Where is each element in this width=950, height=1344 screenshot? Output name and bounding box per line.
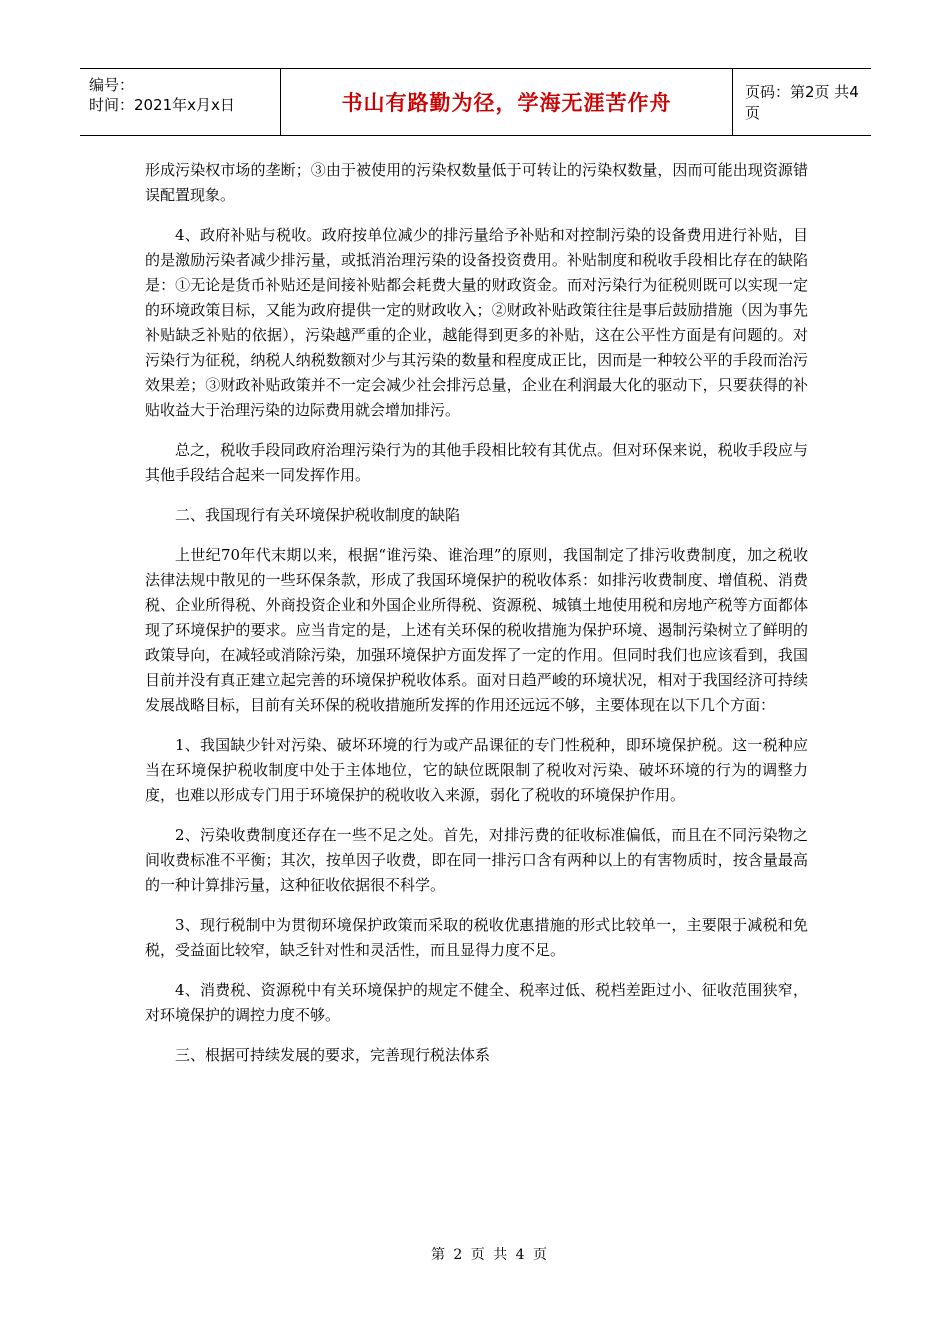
header-meta <box>80 69 281 135</box>
header-motto: 书山有路勤为径，学海无涯苦作舟 <box>281 69 733 135</box>
header-page-info: 页码：第2页 共4页 <box>745 83 859 122</box>
document-body <box>145 158 808 1083</box>
page-footer <box>0 1244 950 1264</box>
document-header <box>80 68 871 136</box>
paragraph: 2、污染收费制度还存在一些不足之处。首先，对排污费的征收标准偏低，而且在不同污染物之间收费标准不平衡；其次，按单因子收费，即在同一排污口含有两种以上的有害物质时，按含量最高的一种计算排污量，这种征收依据很不科学。 <box>145 826 808 894</box>
footer-page-number: 第 2 页 共 4 页 <box>430 1247 550 1263</box>
paragraph: 上世纪70年代末期以来，根据“谁污染、谁治理”的原则，我国制定了排污收费制度，加之税收法律法规中散见的一些环保条款，形成了我国环境保护的税收体系：如排污收费制度、增值税、消费税、企业所得税、外商投资企业和外国企业所得税、资源税、城镇土地使用税和房地产税等方面都体现了环境保护的要求。应当肯定的是，上述有关环保的税收措施为保护环境、遏制污染树立了鲜明的政策导向，在减轻或消除污染，加强环境保护方面发挥了一定的作用。但同时我们也应该看到，我国目前并没有真正建立起完善的环境保护税收体系。面对日趋严峻的环境状况，相对于我国经济可持续发展战略目标，目前有关环保的税收措施所发挥的作用还远远不够，主要体现在以下几个方面： <box>145 546 808 714</box>
document-time-label: 时间：2021年x月x日 <box>89 96 235 114</box>
paragraph: 4、政府补贴与税收。政府按单位减少的排污量给予补贴和对控制污染的设备费用进行补贴，目的是激励污染者减少排污量，或抵消治理污染的设备投资费用。补贴制度和税收手段相比存在的缺陷是：①无论是货币补贴还是间接补贴都会耗费大量的财政资金。而对污染行为征税则既可以实现一定的环境政策目标，又能为政府提供一定的财政收入；②财政补贴政策往往是事后鼓励措施（因为事先补贴缺乏补贴的依据），污染越严重的企业，越能得到更多的补贴，这在公平性方面是有问题的。对污染行为征税，纳税人纳税数额对少与其污染的数量和程度成正比，因而是一种较公平的手段而治污效果差；③财政补贴政策并不一定会减少社会排污总量，企业在利润最大化的驱动下，只要获得的补贴收益大于治理污染的边际费用就会增加排污。 <box>145 226 808 419</box>
paragraph: 形成污染权市场的垄断；③由于被使用的污染权数量低于可转让的污染权数量，因而可能出现资源错误配置现象。 <box>145 161 808 204</box>
paragraph: 3、现行税制中为贯彻环境保护政策而采取的税收优惠措施的形式比较单一，主要限于减税和免税，受益面比较窄，缺乏针对性和灵活性，而且显得力度不足。 <box>145 916 808 959</box>
section-heading: 二、我国现行有关环境保护税收制度的缺陷 <box>175 506 461 524</box>
paragraph: 总之，税收手段同政府治理污染行为的其他手段相比较有其优点。但对环保来说，税收手段应与其他手段结合起来一同发挥作用。 <box>145 441 808 484</box>
paragraph: 1、我国缺少针对污染、破坏环境的行为或产品课征的专门性税种，即环境保护税。这一税种应当在环境保护税收制度中处于主体地位，它的缺位既限制了税收对污染、破坏环境的行为的调整力度，也难以形成专门用于环境保护的税收收入来源，弱化了税收的环境保护作用。 <box>145 736 808 804</box>
section-heading: 三、根据可持续发展的要求，完善现行税法体系 <box>175 1046 491 1064</box>
paragraph: 4、消费税、资源税中有关环境保护的规定不健全、税率过低、税档差距过小、征收范围狭窄，对环境保护的调控力度不够。 <box>145 981 808 1024</box>
document-number-label: 编号： <box>89 76 135 94</box>
